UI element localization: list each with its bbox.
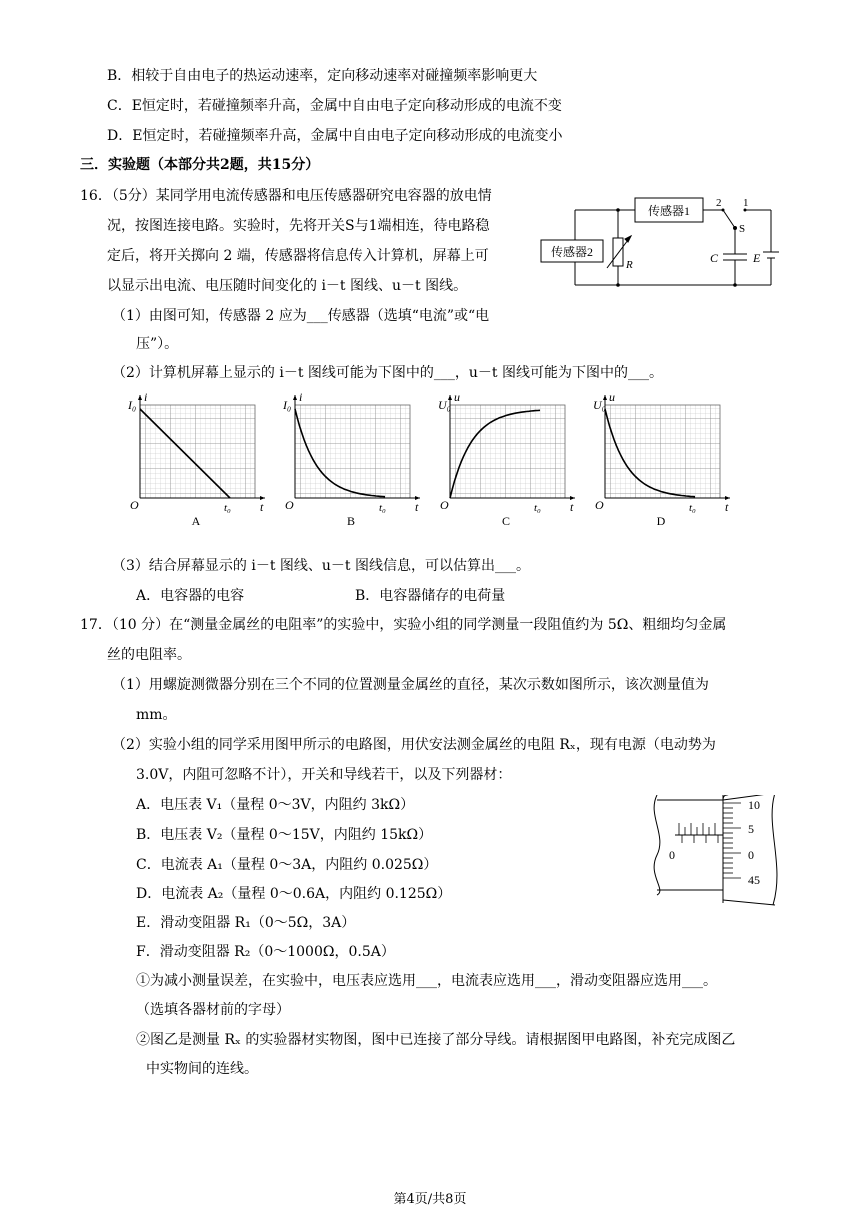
y0-label: I₀ [283, 398, 292, 412]
y0-label: U₀ [593, 398, 606, 412]
q16-part1: （1）由图可知，传感器 2 应为___传感器（选填“电流”或“电 [112, 308, 490, 324]
t0-label: t₀ [224, 502, 231, 514]
graph-b [282, 393, 420, 528]
thimble-10-label: 10 [748, 798, 760, 812]
q16-text-2: 况，按图连接电路。实验时，先将开关S与1端相连，待电路稳 [107, 218, 490, 234]
q17-part2-cont: 3.0V，内阻可忽略不计），开关和导线若干，以及下列器材： [136, 767, 512, 783]
y0-label: U₀ [438, 398, 451, 412]
sleeve-0-label: 0 [669, 848, 675, 862]
graph-letter: A [191, 514, 201, 528]
sensor2-label: 传感器2 [550, 245, 594, 259]
equipment-a: A．电压表 V₁（量程 0～3V，内阻约 3kΩ） [136, 797, 415, 813]
equipment-f: F．滑动变阻器 R₂（0～1000Ω，0.5A） [136, 944, 395, 960]
graph-letter: B [346, 514, 356, 528]
y-axis-label: u [609, 393, 615, 404]
terminal-2-label: 2 [716, 197, 722, 209]
graph-letter: C [501, 514, 511, 528]
equipment-e: E．滑动变阻器 R₁（0～5Ω，3A） [136, 915, 356, 931]
q16-text-4: 以显示出电流、电压随时间变化的 i－t 图线、u－t 图线。 [107, 278, 468, 294]
sensor1-label: 传感器1 [647, 204, 691, 218]
q16-part3: （3）结合屏幕显示的 i－t 图线、u－t 图线信息，可以估算出___。 [112, 558, 531, 574]
t-label: t [260, 500, 264, 514]
q17-choice-1: ①为减小测量误差，在实验中，电压表应选用___，电流表应选用___，滑动变阻器应选用___。 [136, 973, 717, 989]
micrometer-diagram [645, 795, 780, 910]
page-footer: 第4页/共8页 [393, 1192, 467, 1207]
equipment-b: B．电压表 V₂（量程 0～15V，内阻约 15kΩ） [136, 827, 433, 843]
t-label: t [725, 500, 729, 514]
e-label: E [753, 251, 761, 265]
c-label: C [710, 251, 719, 265]
origin-label: O [440, 498, 449, 512]
grid [140, 405, 255, 498]
terminal-1-label: 1 [743, 197, 749, 209]
grid [295, 405, 410, 498]
graph-panel [120, 393, 740, 533]
circuit-diagram [535, 190, 790, 292]
q16-text-3: 定后，将开关掷向 2 端，传感器将信息传入计算机，屏幕上可 [107, 248, 489, 264]
graph-c [438, 393, 575, 528]
origin-label: O [285, 498, 294, 512]
q16-option-b: B．电容器储存的电荷量 [355, 588, 506, 604]
graph-a [127, 393, 265, 528]
q17-part2: （2）实验小组的同学采用图甲所示的电路图，用伏安法测金属丝的电阻 Rₓ，现有电源（电动势为 [112, 737, 716, 753]
q17-choice-2-cont: 中实物间的连线。 [146, 1061, 258, 1077]
option-b: B．相较于自由电子的热运动速率，定向移动速率对碰撞频率影响更大 [107, 68, 538, 84]
thimble-45-label: 45 [748, 873, 760, 887]
q16-option-a: A．电容器的电容 [136, 588, 245, 604]
section-heading: 三．实验题（本部分共2题，共15分） [80, 157, 320, 173]
y-axis-label: i [299, 393, 303, 404]
q16-part1-cont: 压”）。 [136, 336, 179, 352]
equipment-d: D．电流表 A₂（量程 0～0.6A，内阻约 0.125Ω） [136, 886, 452, 902]
resistor-r [613, 238, 623, 266]
option-d: D．E恒定时，若碰撞频率升高，金属中自由电子定向移动形成的电流变小 [107, 128, 563, 144]
t-label: t [570, 500, 574, 514]
y0-label: I₀ [128, 398, 137, 412]
r-label: R [626, 259, 633, 271]
thimble-5-label: 5 [748, 822, 754, 836]
grid [450, 405, 565, 498]
grid [605, 405, 720, 498]
option-c: C．E恒定时，若碰撞频率升高，金属中自由电子定向移动形成的电流不变 [107, 98, 562, 114]
t0-label: t₀ [534, 502, 541, 514]
y-axis-label: u [454, 393, 460, 404]
q16-part2: （2）计算机屏幕上显示的 i－t 图线可能为下图中的___，u－t 图线可能为下图中的___。 [112, 365, 664, 381]
s-label: S [739, 223, 746, 235]
q17-part1-cont: mm。 [136, 707, 177, 723]
y-axis-label: i [144, 393, 148, 404]
q17-text-2: 丝的电阻率。 [107, 647, 191, 663]
t-label: t [415, 500, 419, 514]
q17-choice-1-note: （选填各器材前的字母） [136, 1002, 290, 1018]
t0-label: t₀ [689, 502, 696, 514]
t0-label: t₀ [379, 502, 386, 514]
q17-choice-2: ②图乙是测量 Rₓ 的实验器材实物图，图中已连接了部分导线。请根据图甲电路图，补充完成图乙 [136, 1032, 736, 1048]
q16-text-1: 16．（5分）某同学用电流传感器和电压传感器研究电容器的放电情 [80, 188, 492, 204]
graph-d [593, 393, 730, 528]
origin-label: O [595, 498, 604, 512]
graph-letter: D [656, 514, 666, 528]
q17-text-1: 17．（10 分）在“测量金属丝的电阻率”的实验中，实验小组的同学测量一段阻值约为 5Ω、粗细均匀金属 [80, 617, 727, 633]
q17-part1: （1）用螺旋测微器分别在三个不同的位置测量金属丝的直径，某次示数如图所示，该次测量值为 [112, 677, 709, 693]
origin-label: O [130, 498, 139, 512]
thimble-0-label: 0 [748, 848, 754, 862]
equipment-c: C．电流表 A₁（量程 0～3A，内阻约 0.025Ω） [136, 857, 438, 873]
